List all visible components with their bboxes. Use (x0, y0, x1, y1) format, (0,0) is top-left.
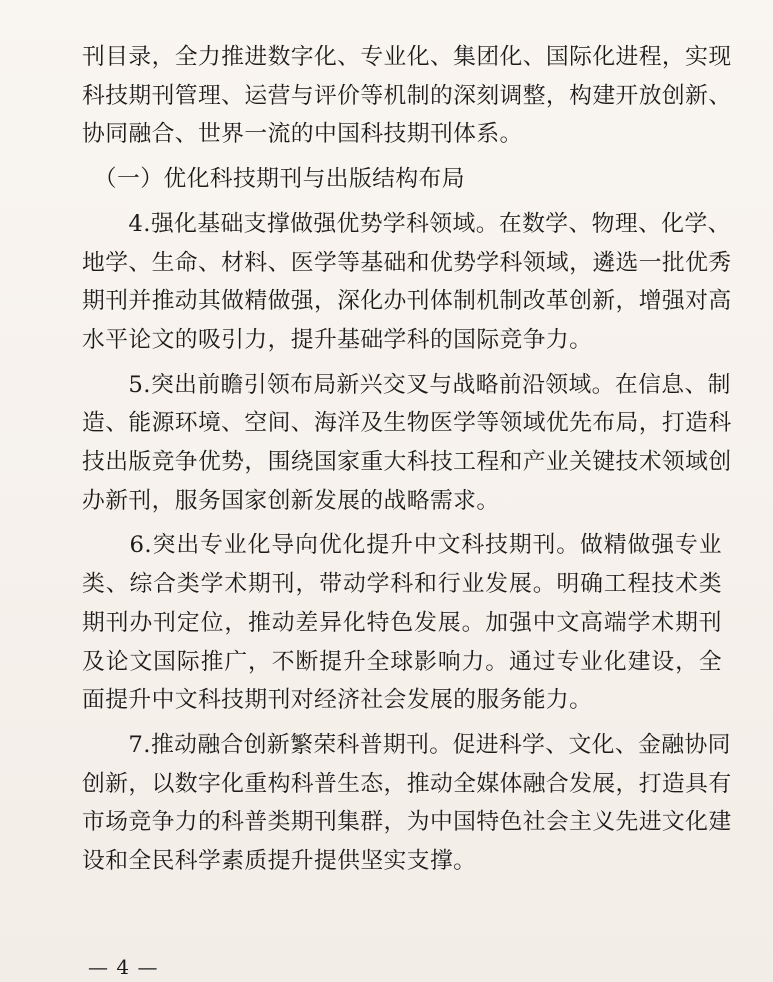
text-line: 6.突出专业化导向优化提升中文科技期刊。做精做强专业 (82, 532, 722, 559)
text-line: 办新刊，服务国家创新发展的战略需求。 (82, 487, 500, 514)
page-number: — 4 — (88, 955, 159, 979)
text-line: 5.突出前瞻引领布局新兴交叉与战略前沿领域。在信息、制 (82, 371, 731, 398)
text-line: 期刊办刊定位，推动差异化特色发展。加强中文高端学术期刊 (82, 609, 722, 636)
text-line: 造、能源环境、空间、海洋及生物医学等领域优先布局，打造科 (82, 410, 732, 437)
text-line: 类、综合类学术期刊，带动学科和行业发展。明确工程技术类 (82, 571, 722, 598)
text-line: 创新，以数字化重构科普生态，推动全媒体融合发展，打造具有 (82, 770, 732, 797)
text-line: 刊目录，全力推进数字化、专业化、集团化、国际化进程，实现 (82, 44, 732, 70)
text-line: 设和全民科学素质提升提供坚实支撑。 (82, 848, 477, 875)
text-line: 7.推动融合创新繁荣科普期刊。促进科学、文化、金融协同 (82, 731, 731, 758)
text-line: 面提升中文科技期刊对经济社会发展的服务能力。 (82, 687, 593, 714)
text-line: 地学、生命、材料、医学等基础和优势学科领域，遴选一批优秀 (82, 249, 732, 276)
text-line: 技出版竞争优势，围绕国家重大科技工程和产业关键技术领域创 (82, 449, 732, 476)
text-line: 科技期刊管理、运营与评价等机制的深刻调整，构建开放创新、 (82, 82, 732, 109)
text-line: 市场竞争力的科普类期刊集群，为中国特色社会主义先进文化建 (82, 809, 732, 836)
text-line: 协同融合、世界一流的中国科技期刊体系。 (82, 121, 523, 148)
text-line: 4.强化基础支撑做强优势学科领域。在数学、物理、化学、 (82, 210, 731, 237)
document-body (82, 38, 732, 881)
text-line: （一）优化科技期刊与出版结构布局 (82, 166, 465, 193)
text-line: 水平论文的吸引力，提升基础学科的国际竞争力。 (82, 326, 593, 353)
text-line: 期刊并推动其做精做强，深化办刊体制机制改革创新，增强对高 (82, 288, 732, 315)
text-line: 及论文国际推广，不断提升全球影响力。通过专业化建设，全 (82, 648, 722, 675)
